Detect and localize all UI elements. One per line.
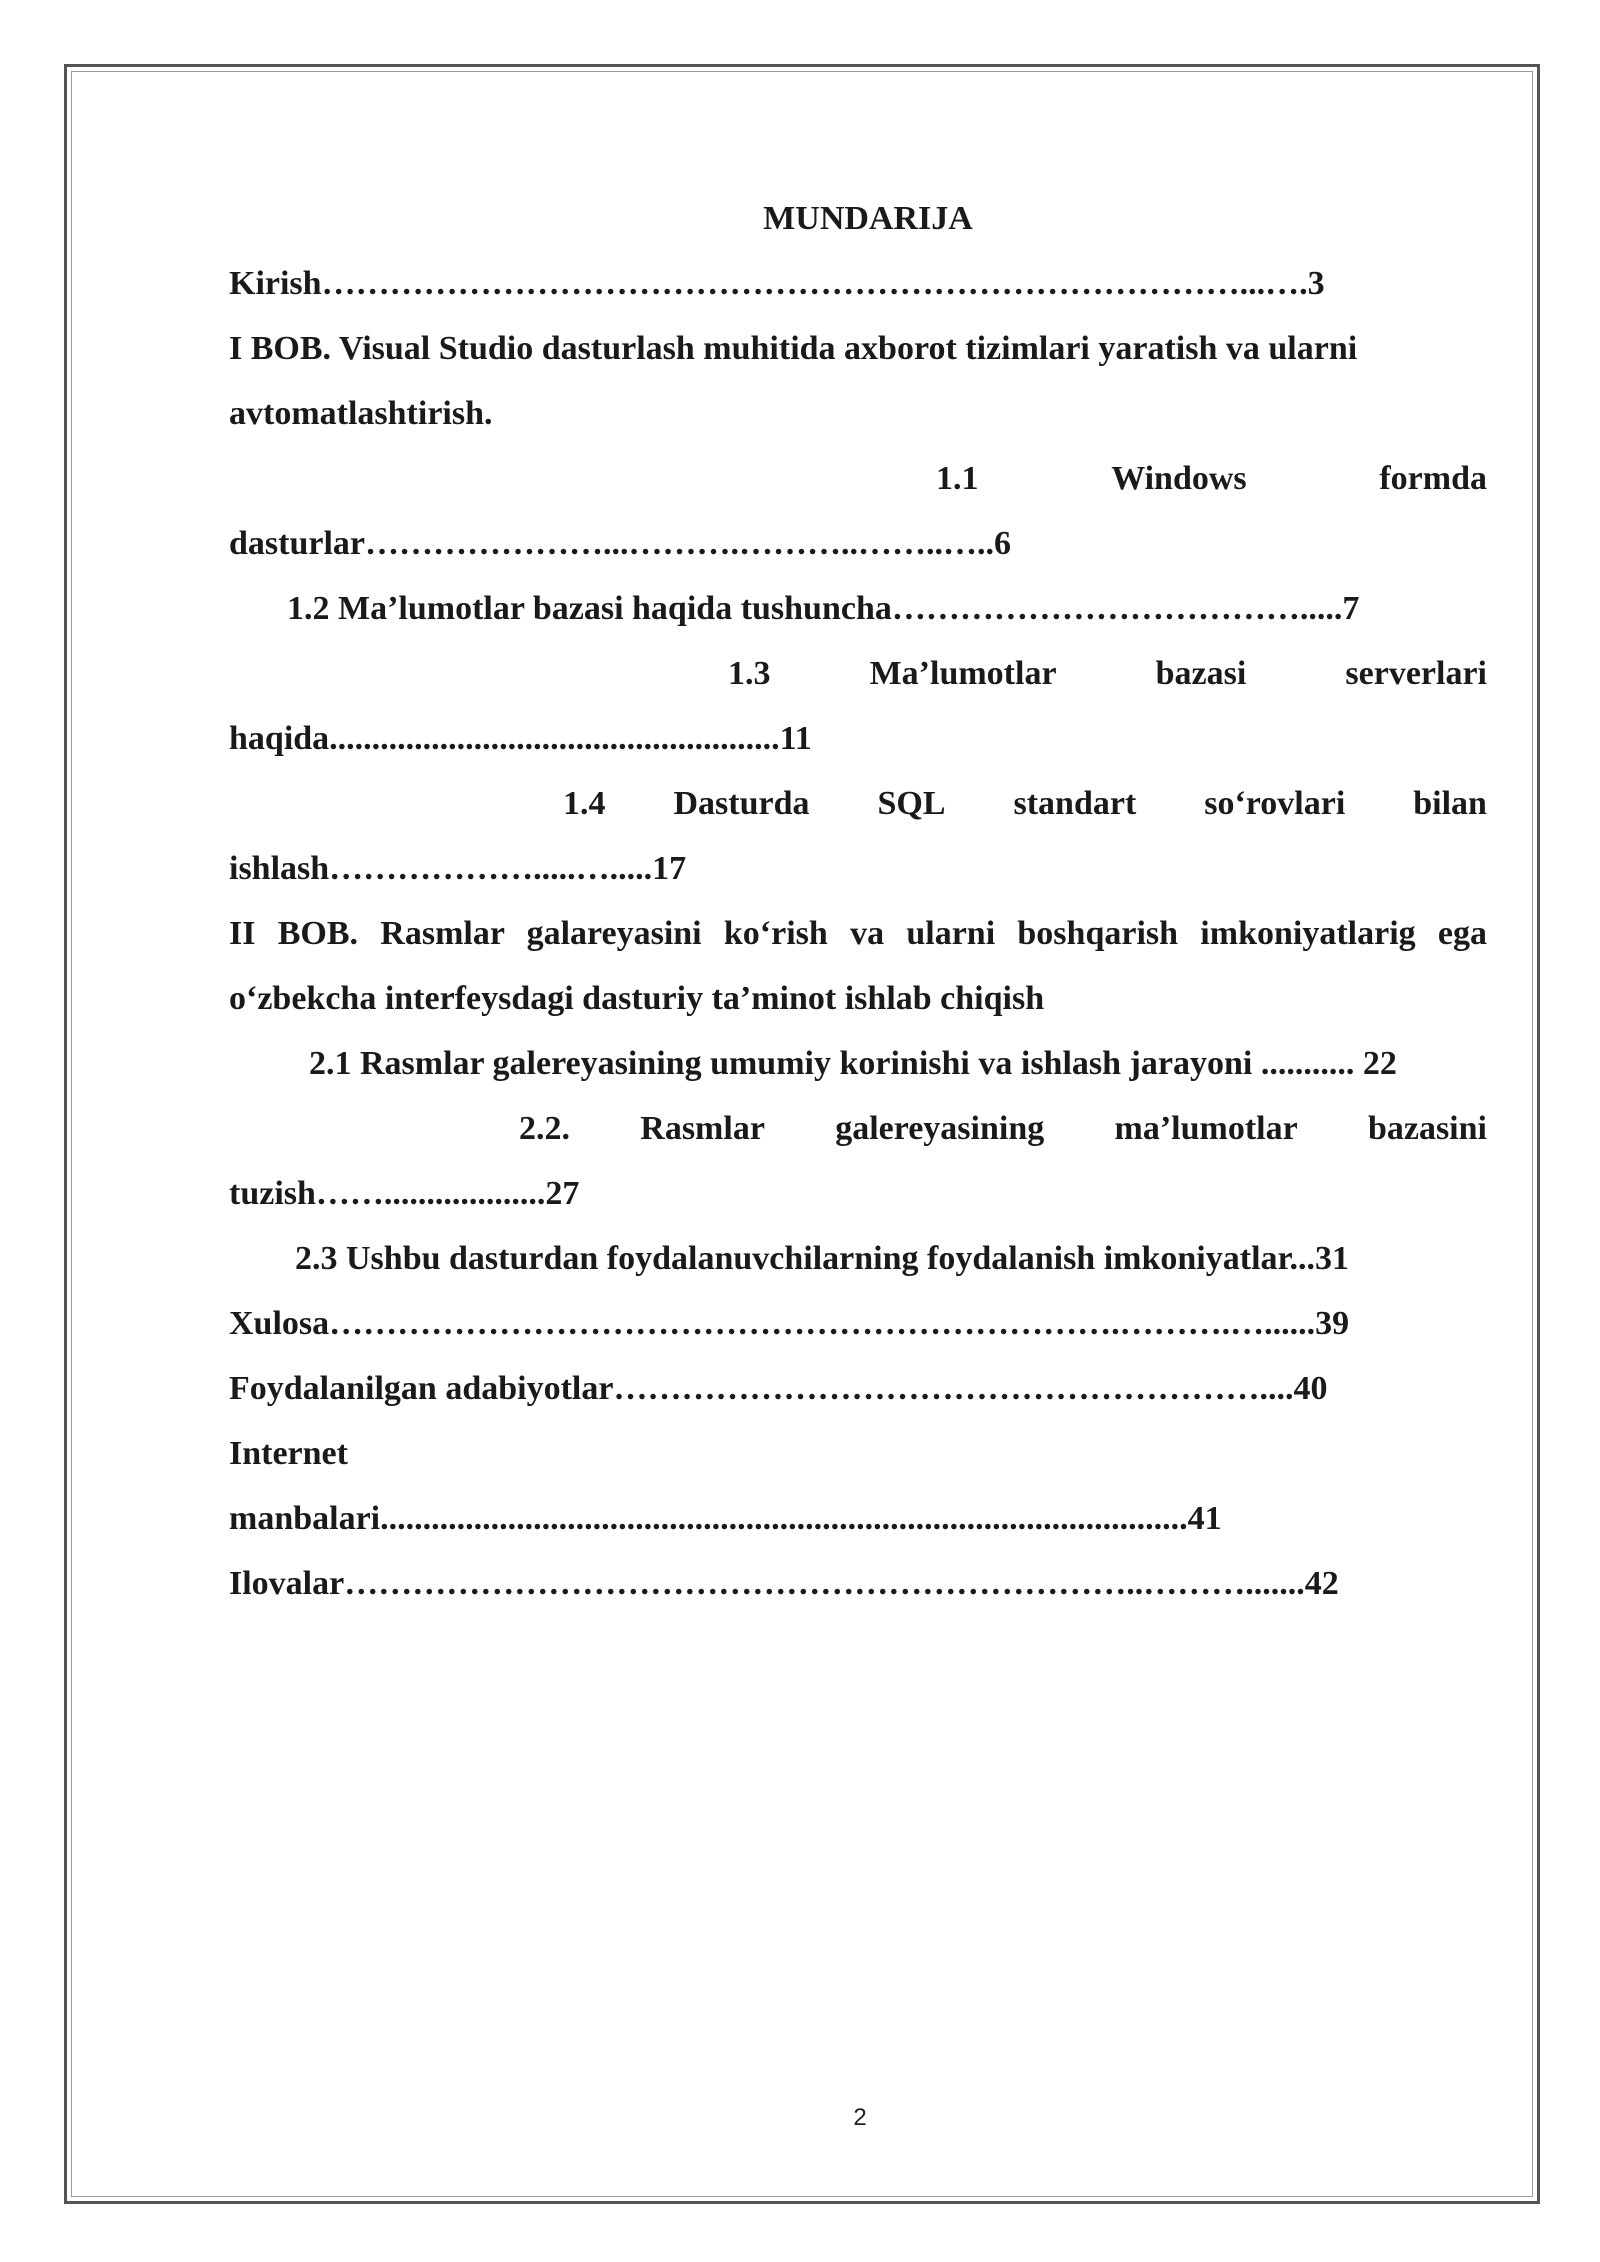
toc-title: MUNDARIJA [763, 200, 973, 237]
toc-entry-1-4-line-2: ishlash……………….....….....17 [229, 850, 687, 887]
toc-entry-1-3-word: bazasi [1155, 655, 1247, 692]
toc-entry-1-4-word: bilan [1413, 785, 1487, 822]
toc-entry-1-1-number: 1.1 [936, 460, 979, 497]
toc-chapter-1-heading-line-2: avtomatlashtirish. [229, 395, 493, 432]
toc-entry-internet-line-1: Internet [229, 1435, 348, 1472]
toc-chapter-1-heading-line-1: I BOB. Visual Studio dasturlash muhitida axborot tizimlari yaratish va ularni [229, 330, 1358, 367]
toc-entry-1-4-word: SQL [877, 785, 946, 822]
toc-entry-1-4-number: 1.4 [563, 785, 606, 822]
page-number: 2 [853, 2104, 867, 2131]
toc-entry-1-3-word: Ma’lumotlar [869, 655, 1057, 692]
toc-entry-1-2: 1.2 Ma’lumotlar bazasi haqida tushuncha……………………………….....7 [287, 590, 1360, 627]
toc-entry-1-4-line-1 [229, 771, 1487, 836]
table-of-contents [229, 186, 1487, 1616]
toc-entry-2-2-number: 2.2. [519, 1110, 570, 1147]
toc-entry-ilovalar: Ilovalar……………………………………………………………..……….......42 [229, 1565, 1339, 1602]
toc-entry-1-4-word: standart [1013, 785, 1137, 822]
toc-entry-2-2-line-2: tuzish……...................27 [229, 1175, 580, 1212]
toc-chapter-2-heading: II BOB. Rasmlar galareyasini ko‘rish va ularni boshqarish imkoniyatlarig ega o‘zbekcha interfeysdagi dasturiy ta’minot ishlab chiqish [229, 915, 1487, 1017]
toc-entry-1-4-word: Dasturda [673, 785, 810, 822]
toc-entry-1-3-number: 1.3 [728, 655, 771, 692]
toc-entry-2-3: 2.3 Ushbu dasturdan foydalanuvchilarning foydalanish imkoniyatlar...31 [295, 1240, 1349, 1277]
toc-entry-1-3-line-2: haqida.....................................................11 [229, 720, 812, 757]
toc-entry-2-2-word: bazasini [1367, 1110, 1487, 1147]
toc-entry-xulosa: Xulosa…………………………………………………………….……….…......39 [229, 1305, 1350, 1342]
toc-entry-internet-line-2: manbalari...............................................................................................41 [229, 1500, 1222, 1537]
toc-entry-1-1-word: Windows [1111, 460, 1247, 497]
toc-entry-1-3-word: serverlari [1345, 655, 1487, 692]
toc-entry-1-1-line-1 [229, 446, 1487, 511]
toc-entry-2-2-line-1 [229, 1096, 1487, 1161]
toc-entry-adabiyotlar: Foydalanilgan adabiyotlar…………………………………………………....40 [229, 1370, 1328, 1407]
toc-entry-1-4-word: so‘rovlari [1204, 785, 1346, 822]
toc-entry-1-1-line-2: dasturlar…………………...……….………..……..…..6 [229, 525, 1011, 562]
toc-entry-2-2-word: galereyasining [835, 1110, 1045, 1147]
toc-entry-1-1-word: formda [1379, 460, 1487, 497]
toc-entry-1-3-line-1 [229, 641, 1487, 706]
toc-entry-kirish: Kirish………………………………………………………………………...….3 [229, 265, 1325, 302]
toc-entry-2-2-word: Rasmlar [640, 1110, 765, 1147]
toc-entry-2-2-word: ma’lumotlar [1114, 1110, 1298, 1147]
toc-entry-2-1: 2.1 Rasmlar galereyasining umumiy korinishi va ishlash jarayoni ........... 22 [309, 1045, 1397, 1082]
